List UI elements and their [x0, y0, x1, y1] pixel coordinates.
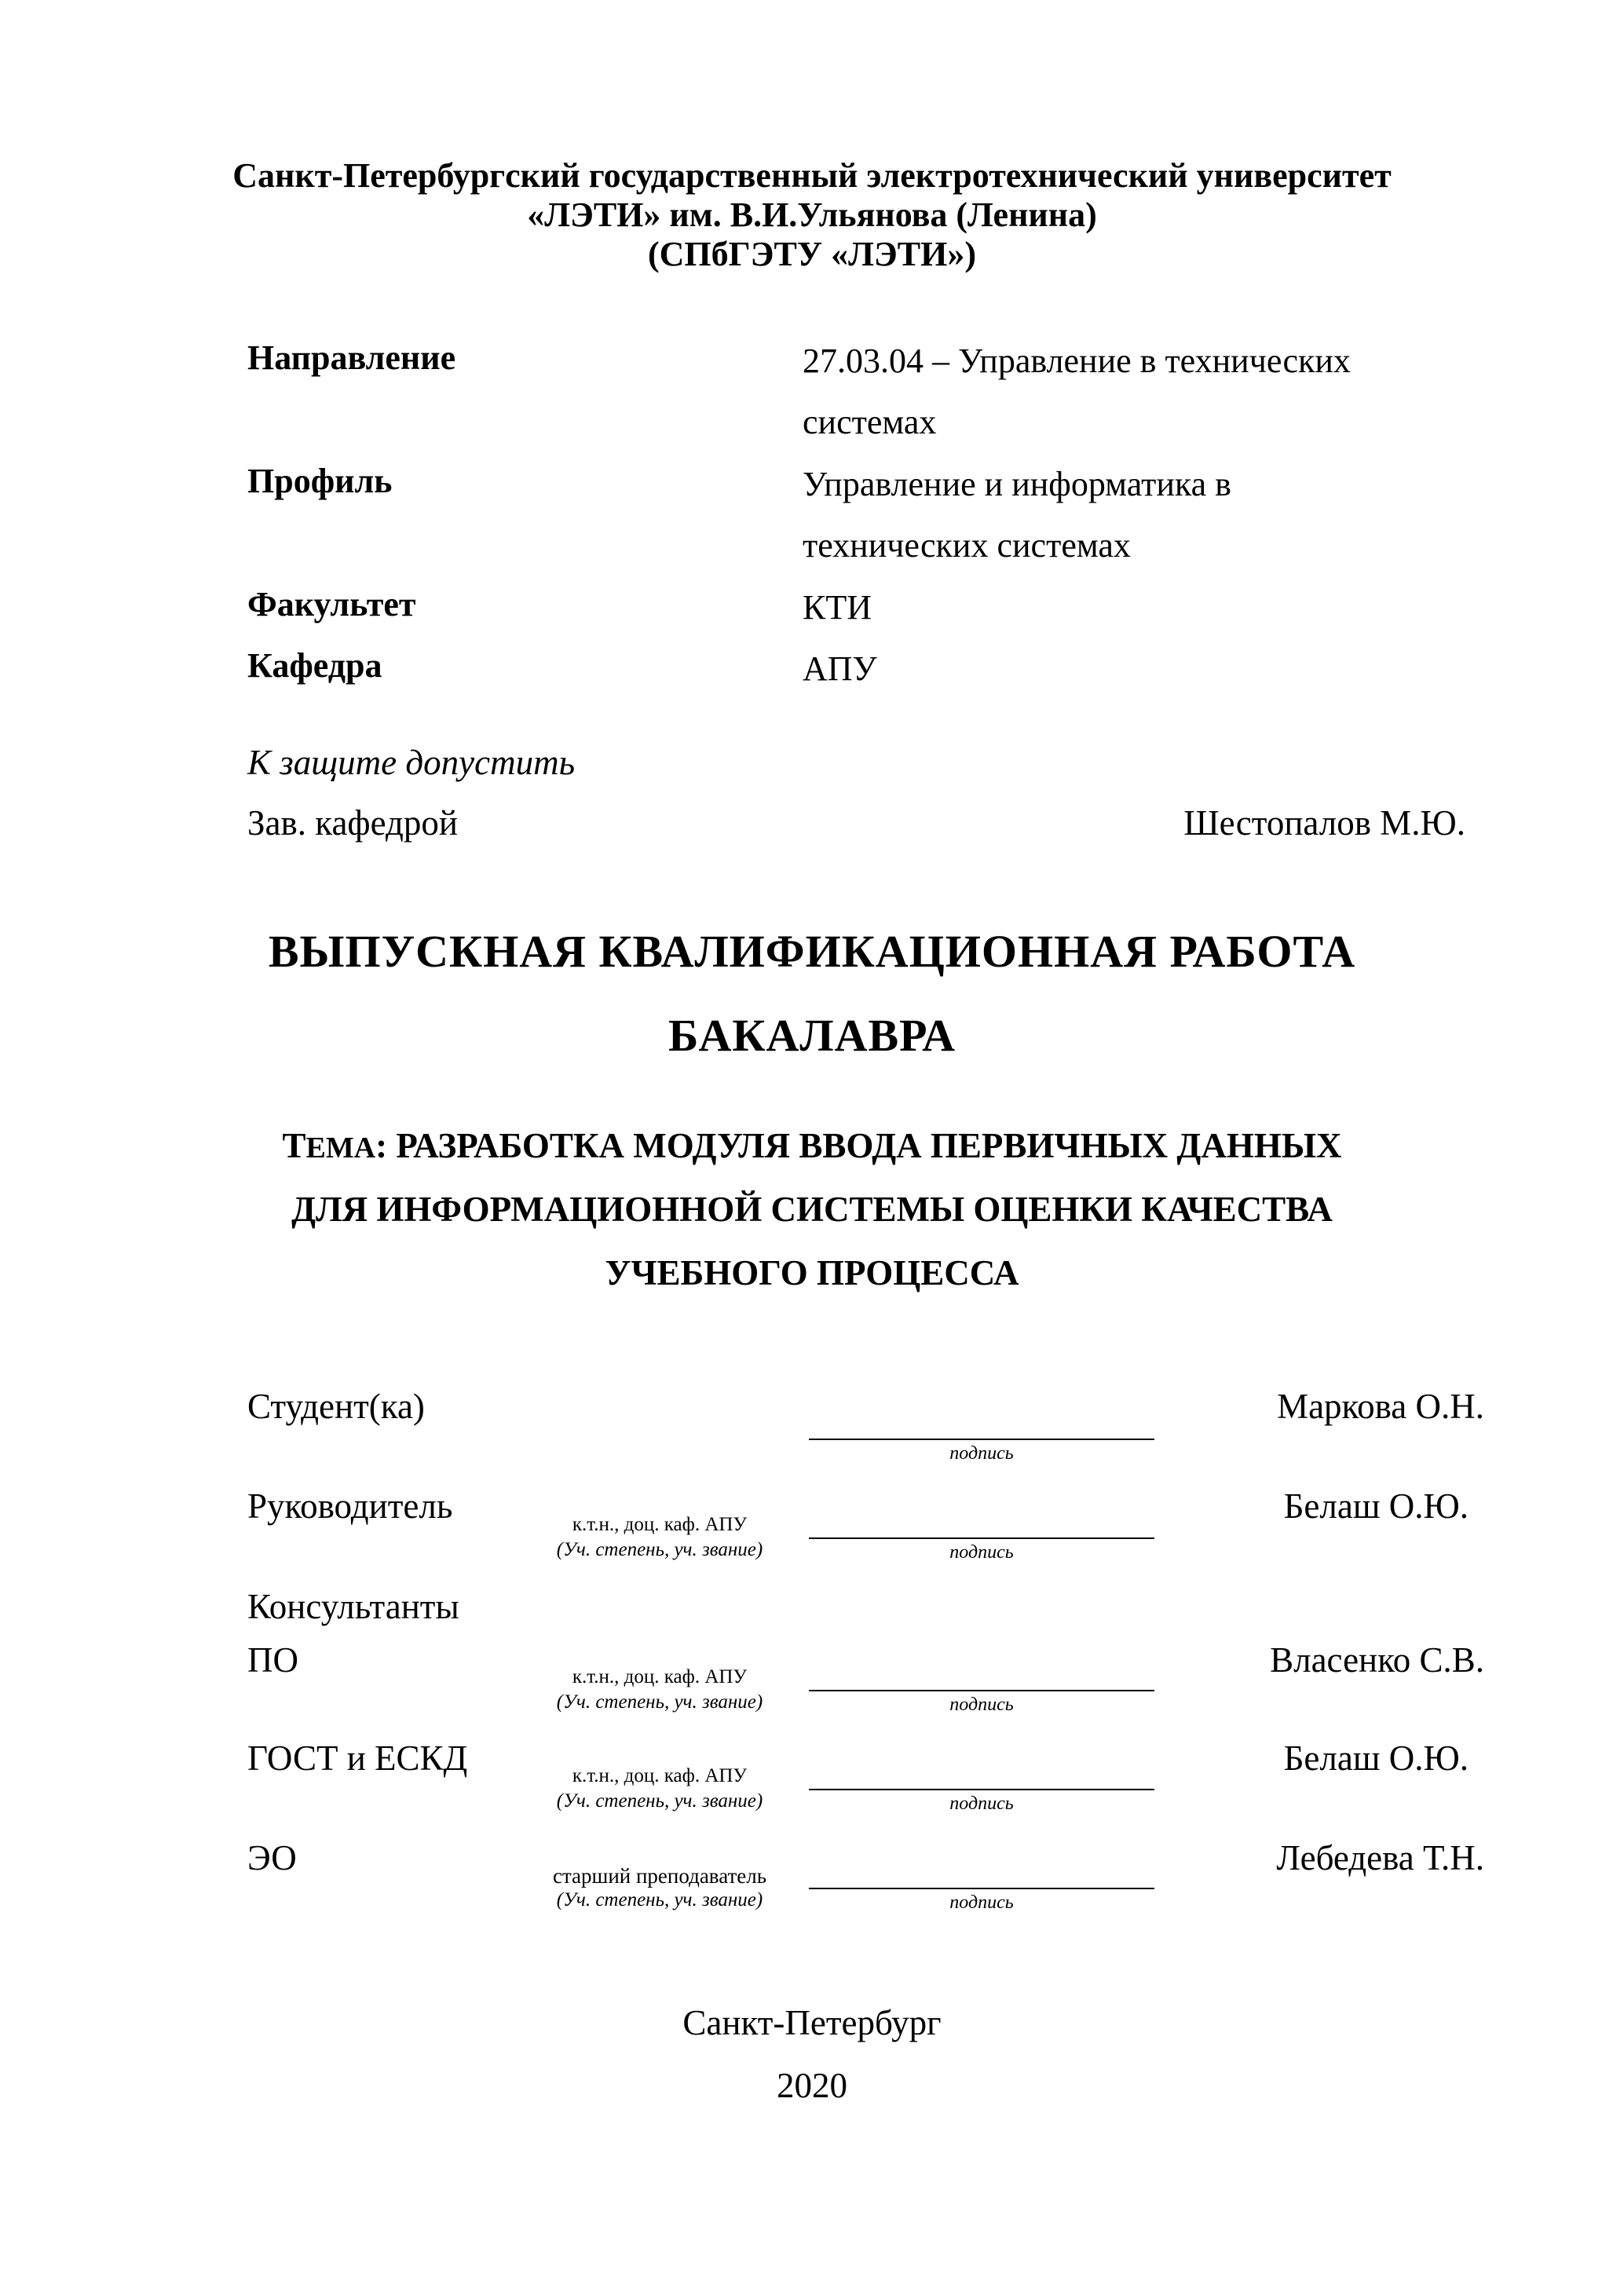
- eo-degree-caption: (Уч. степень, уч. звание): [556, 1889, 763, 1910]
- work-title-line2: БАКАЛАВРА: [668, 1010, 956, 1061]
- supervisor-degree: к.т.н., доц. каф. АПУ: [572, 1514, 748, 1535]
- work-title-line1: ВЫПУСКНАЯ КВАЛИФИКАЦИОННАЯ РАБОТА: [268, 926, 1356, 977]
- theme-line2: ДЛЯ ИНФОРМАЦИОННОЙ СИСТЕМЫ ОЦЕНКИ КАЧЕСТВА: [291, 1190, 1333, 1229]
- gost-role: ГОСТ и ЕСКД: [247, 1738, 468, 1778]
- university-name-line2: «ЛЭТИ» им. В.И.Ульянова (Ленина): [527, 196, 1097, 234]
- label-department: Кафедра: [247, 646, 382, 685]
- value-direction-line1: 27.03.04 – Управление в технических: [803, 342, 1351, 380]
- footer-city: Санкт-Петербург: [682, 2003, 942, 2042]
- label-profile: Профиль: [247, 462, 393, 500]
- po-degree: к.т.н., доц. каф. АПУ: [572, 1666, 748, 1687]
- footer-year: 2020: [777, 2066, 847, 2105]
- university-name-line1: Санкт-Петербургский государственный электротехнический университет: [232, 156, 1392, 195]
- theme-line1: [0, 1125, 1624, 1166]
- approval-name: Шестопалов М.Ю.: [1183, 803, 1465, 843]
- gost-signature-line: [809, 1789, 1154, 1790]
- supervisor-role: Руководитель: [247, 1486, 453, 1526]
- supervisor-degree-caption: (Уч. степень, уч. звание): [556, 1539, 763, 1560]
- po-signature-line: [809, 1690, 1154, 1691]
- theme-prefix-cap: Т: [282, 1126, 306, 1165]
- approval-note: К защите допустить: [247, 743, 576, 782]
- gost-signature-caption: подпись: [949, 1793, 1014, 1814]
- label-faculty: Факультет: [247, 585, 416, 623]
- theme-line3: УЧЕБНОГО ПРОЦЕССА: [605, 1253, 1019, 1292]
- value-faculty: КТИ: [803, 588, 872, 627]
- eo-role: ЭО: [247, 1838, 297, 1877]
- supervisor-name: Белаш О.Ю.: [1283, 1486, 1469, 1526]
- value-profile-line2: технических системах: [803, 526, 1131, 565]
- consultants-label: Консультанты: [247, 1587, 459, 1626]
- supervisor-signature-caption: подпись: [949, 1542, 1014, 1563]
- value-profile-line1: Управление и информатика в: [803, 465, 1231, 503]
- po-name: Власенко С.В.: [1270, 1640, 1484, 1680]
- gost-degree: к.т.н., доц. каф. АПУ: [572, 1765, 748, 1786]
- eo-signature-caption: подпись: [949, 1892, 1014, 1913]
- value-direction-line2: системах: [803, 403, 937, 441]
- student-signature-line: [809, 1439, 1154, 1440]
- student-name: Маркова О.Н.: [1277, 1387, 1484, 1426]
- po-signature-caption: подпись: [949, 1695, 1014, 1715]
- gost-degree-caption: (Уч. степень, уч. звание): [556, 1790, 763, 1812]
- po-degree-caption: (Уч. степень, уч. звание): [556, 1691, 763, 1713]
- theme-title-start: : РАЗРАБОТКА МОДУЛЯ ВВОДА ПЕРВИЧНЫХ ДАННЫХ: [375, 1126, 1342, 1165]
- label-direction: Направление: [247, 338, 456, 377]
- value-department: АПУ: [803, 649, 877, 688]
- student-role: Студент(ка): [247, 1387, 425, 1426]
- eo-degree: старший преподаватель: [552, 1864, 767, 1888]
- eo-name: Лебедева Т.Н.: [1276, 1838, 1484, 1877]
- approval-role: Зав. кафедрой: [247, 803, 458, 843]
- supervisor-signature-line: [809, 1537, 1154, 1539]
- theme-prefix-rest: ЕМА: [305, 1132, 376, 1164]
- eo-signature-line: [809, 1888, 1154, 1889]
- gost-name: Белаш О.Ю.: [1283, 1738, 1469, 1778]
- po-role: ПО: [247, 1640, 298, 1680]
- student-signature-caption: подпись: [949, 1443, 1014, 1464]
- university-abbreviation: (СПбГЭТУ «ЛЭТИ»): [648, 235, 976, 273]
